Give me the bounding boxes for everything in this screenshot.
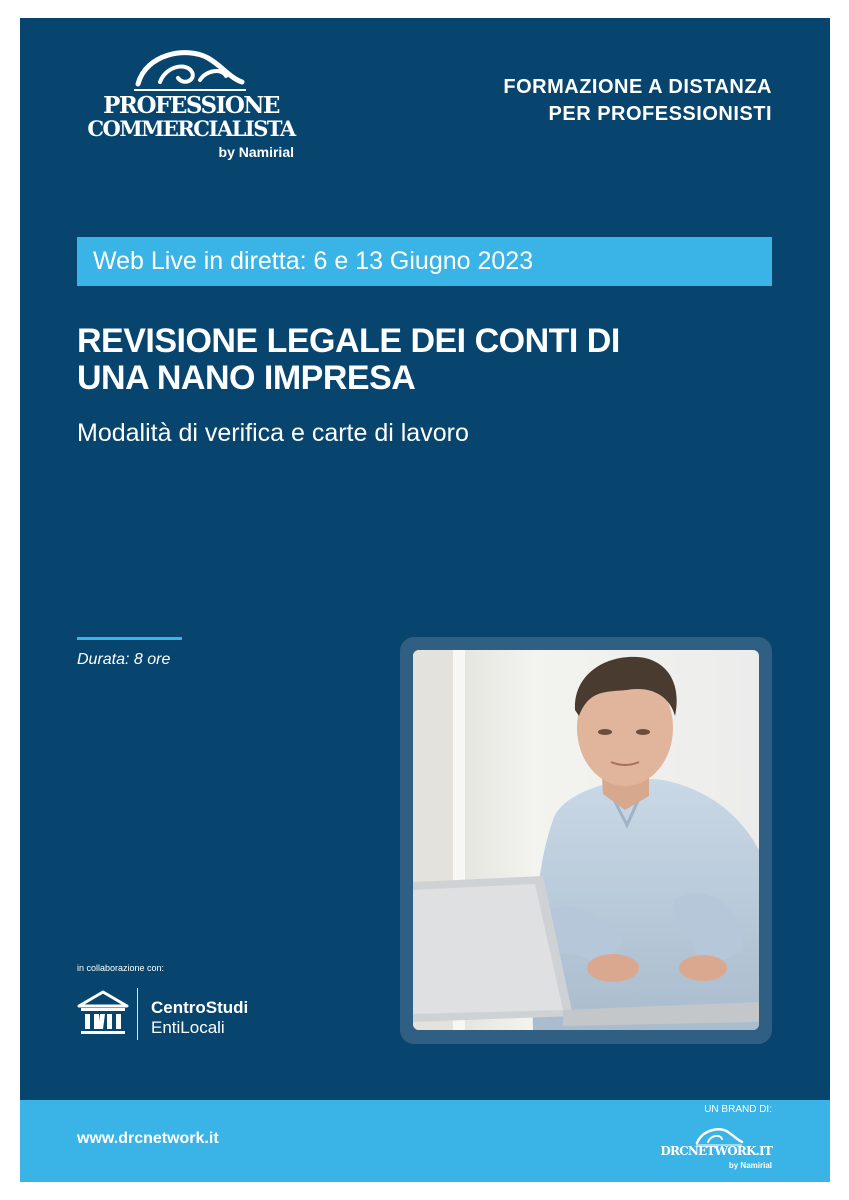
photo-frame bbox=[400, 637, 772, 1044]
drcnetwork-logo bbox=[662, 1126, 772, 1176]
swirl-ornament-icon bbox=[694, 1126, 744, 1146]
partner-name-line-2: EntiLocali bbox=[151, 1018, 225, 1037]
building-columns-icon bbox=[77, 990, 129, 1038]
header-tagline bbox=[503, 74, 772, 128]
brochure-page bbox=[20, 18, 830, 1182]
duration-divider bbox=[77, 637, 182, 640]
brand-label: UN BRAND DI: bbox=[704, 1104, 772, 1115]
logo-line-1: PROFESSIONE bbox=[103, 92, 279, 119]
title-line-1: REVISIONE LEGALE DEI CONTI DI bbox=[77, 322, 620, 360]
logo-separator bbox=[137, 988, 138, 1040]
logo-line-2: COMMERCIALISTA bbox=[87, 116, 295, 141]
man-at-laptop-photo bbox=[413, 650, 759, 1030]
professione-commercialista-logo bbox=[76, 44, 306, 164]
date-banner: Web Live in diretta: 6 e 13 Giugno 2023 bbox=[77, 237, 772, 286]
website-link[interactable]: www.drcnetwork.it bbox=[77, 1130, 219, 1147]
course-subtitle: Modalità di verifica e carte di lavoro bbox=[77, 419, 469, 447]
partner-name-line-1: CentroStudi bbox=[151, 998, 249, 1017]
footer-bar bbox=[20, 1100, 830, 1182]
photo-illustration bbox=[413, 650, 759, 1030]
course-title bbox=[77, 323, 777, 397]
swirl-ornament-icon bbox=[130, 44, 250, 92]
logo-by-line: by Namirial bbox=[218, 144, 294, 160]
tagline-line-2: PER PROFESSIONISTI bbox=[548, 103, 772, 125]
title-line-2: UNA NANO IMPRESA bbox=[77, 359, 416, 397]
brand-name: DRCNETWORK.IT bbox=[660, 1144, 772, 1158]
centro-studi-enti-locali-logo bbox=[77, 988, 337, 1040]
collaboration-label: in collaborazione con: bbox=[77, 963, 165, 973]
duration-text: Durata: 8 ore bbox=[77, 651, 171, 668]
tagline-line-1: FORMAZIONE A DISTANZA bbox=[503, 76, 772, 98]
brand-by-line: by Namirial bbox=[728, 1161, 772, 1170]
